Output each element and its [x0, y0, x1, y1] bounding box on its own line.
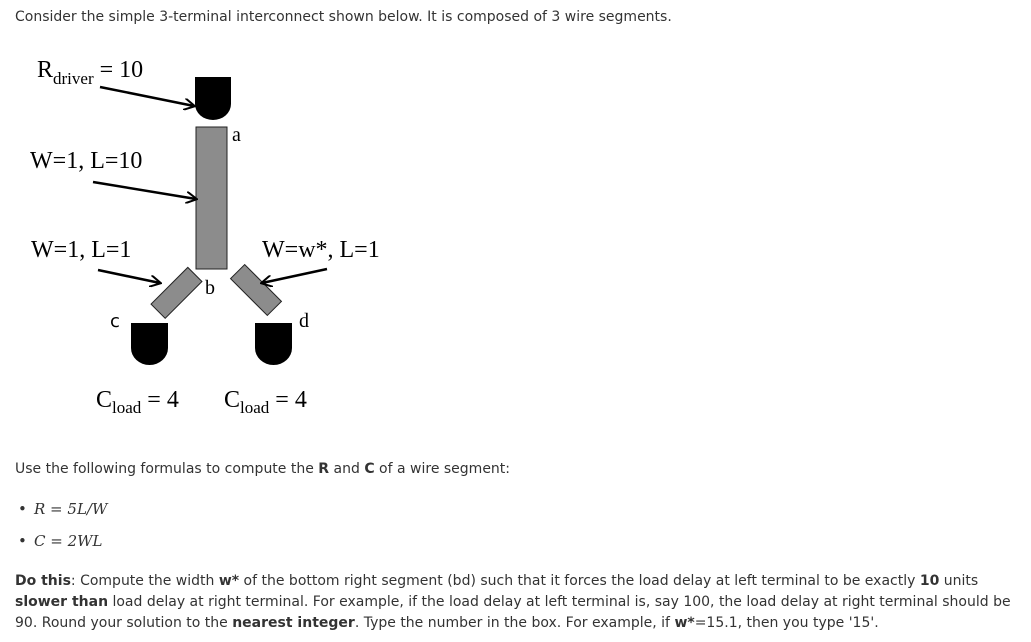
seg-left-arrow — [98, 270, 160, 283]
rdriver-symbol: R — [37, 57, 54, 83]
wire-segment-left — [151, 267, 202, 318]
interconnect-diagram — [0, 40, 420, 440]
seg-right-label: W=w*, L=1 — [262, 237, 380, 263]
cload-left-symbol: C — [96, 387, 113, 413]
rdriver-subscript: driver — [53, 69, 94, 88]
cload-right-value: = 4 — [269, 387, 307, 413]
task-text-4: load delay at right terminal. For example, if the load delay at left terminal is, say 100, the load delay at right terminal should be 90. Round your solution to the — [15, 594, 1011, 631]
rdriver-arrow — [100, 87, 194, 106]
rdriver-label — [37, 57, 143, 88]
wire-segment-right — [231, 265, 282, 316]
formula-intro-mid: and — [329, 461, 365, 477]
task-wstar: w* — [218, 573, 240, 589]
seg-right-arrow — [262, 269, 327, 283]
task-wstar-2: w* — [674, 615, 695, 631]
rdriver-value: = 10 — [93, 57, 144, 83]
task-text-6: =15.1, then you type '15'. — [694, 615, 879, 631]
formula-intro-r: R — [318, 461, 330, 477]
task-ten: 10 — [919, 573, 940, 589]
formula-intro-post: of a wire segment: — [374, 461, 511, 477]
task-text-3: units — [939, 573, 979, 589]
cload-right-label — [224, 387, 307, 417]
formula-capacitance: C = 2WL — [34, 532, 103, 550]
task-text-2: of the bottom right segment (bd) such that it forces the load delay at left terminal to be exactly — [239, 573, 920, 589]
node-a-label: a — [232, 124, 241, 146]
do-this-label: Do this — [15, 573, 71, 589]
seg-top-arrow — [93, 182, 196, 199]
driver-terminal — [195, 77, 231, 120]
formula-resistance: R = 5L/W — [34, 500, 108, 518]
formula-intro-pre: Use the following formulas to compute the — [15, 461, 319, 477]
cload-left-label — [96, 387, 179, 417]
intro-text: Consider the simple 3-terminal interconnect shown below. It is composed of 3 wire segments. — [15, 9, 672, 25]
node-b-label: b — [205, 277, 215, 299]
cload-left-subscript: load — [112, 398, 142, 417]
cload-right-symbol: C — [224, 387, 241, 413]
task-text-1: : Compute the width — [70, 573, 219, 589]
wire-segment-top — [196, 127, 227, 269]
formula-intro — [15, 460, 510, 478]
load-terminal-right — [255, 323, 292, 365]
task-text-5: . Type the number in the box. For example, if — [354, 615, 675, 631]
task-nearest-integer: nearest integer — [232, 615, 355, 631]
formula-intro-c: C — [364, 461, 375, 477]
task-instructions — [15, 571, 1023, 634]
formula-item: • R = 5L/W — [18, 500, 108, 518]
formula-list — [18, 498, 107, 562]
seg-left-label: W=1, L=1 — [31, 237, 132, 263]
load-terminal-left — [131, 323, 168, 365]
formula-item: • C = 2WL — [18, 532, 103, 550]
cload-left-value: = 4 — [141, 387, 179, 413]
task-slower-than: slower than — [15, 594, 109, 610]
cload-right-subscript: load — [240, 398, 270, 417]
node-c-label: c — [110, 311, 120, 332]
seg-top-label: W=1, L=10 — [30, 148, 143, 174]
node-d-label: d — [299, 310, 309, 332]
